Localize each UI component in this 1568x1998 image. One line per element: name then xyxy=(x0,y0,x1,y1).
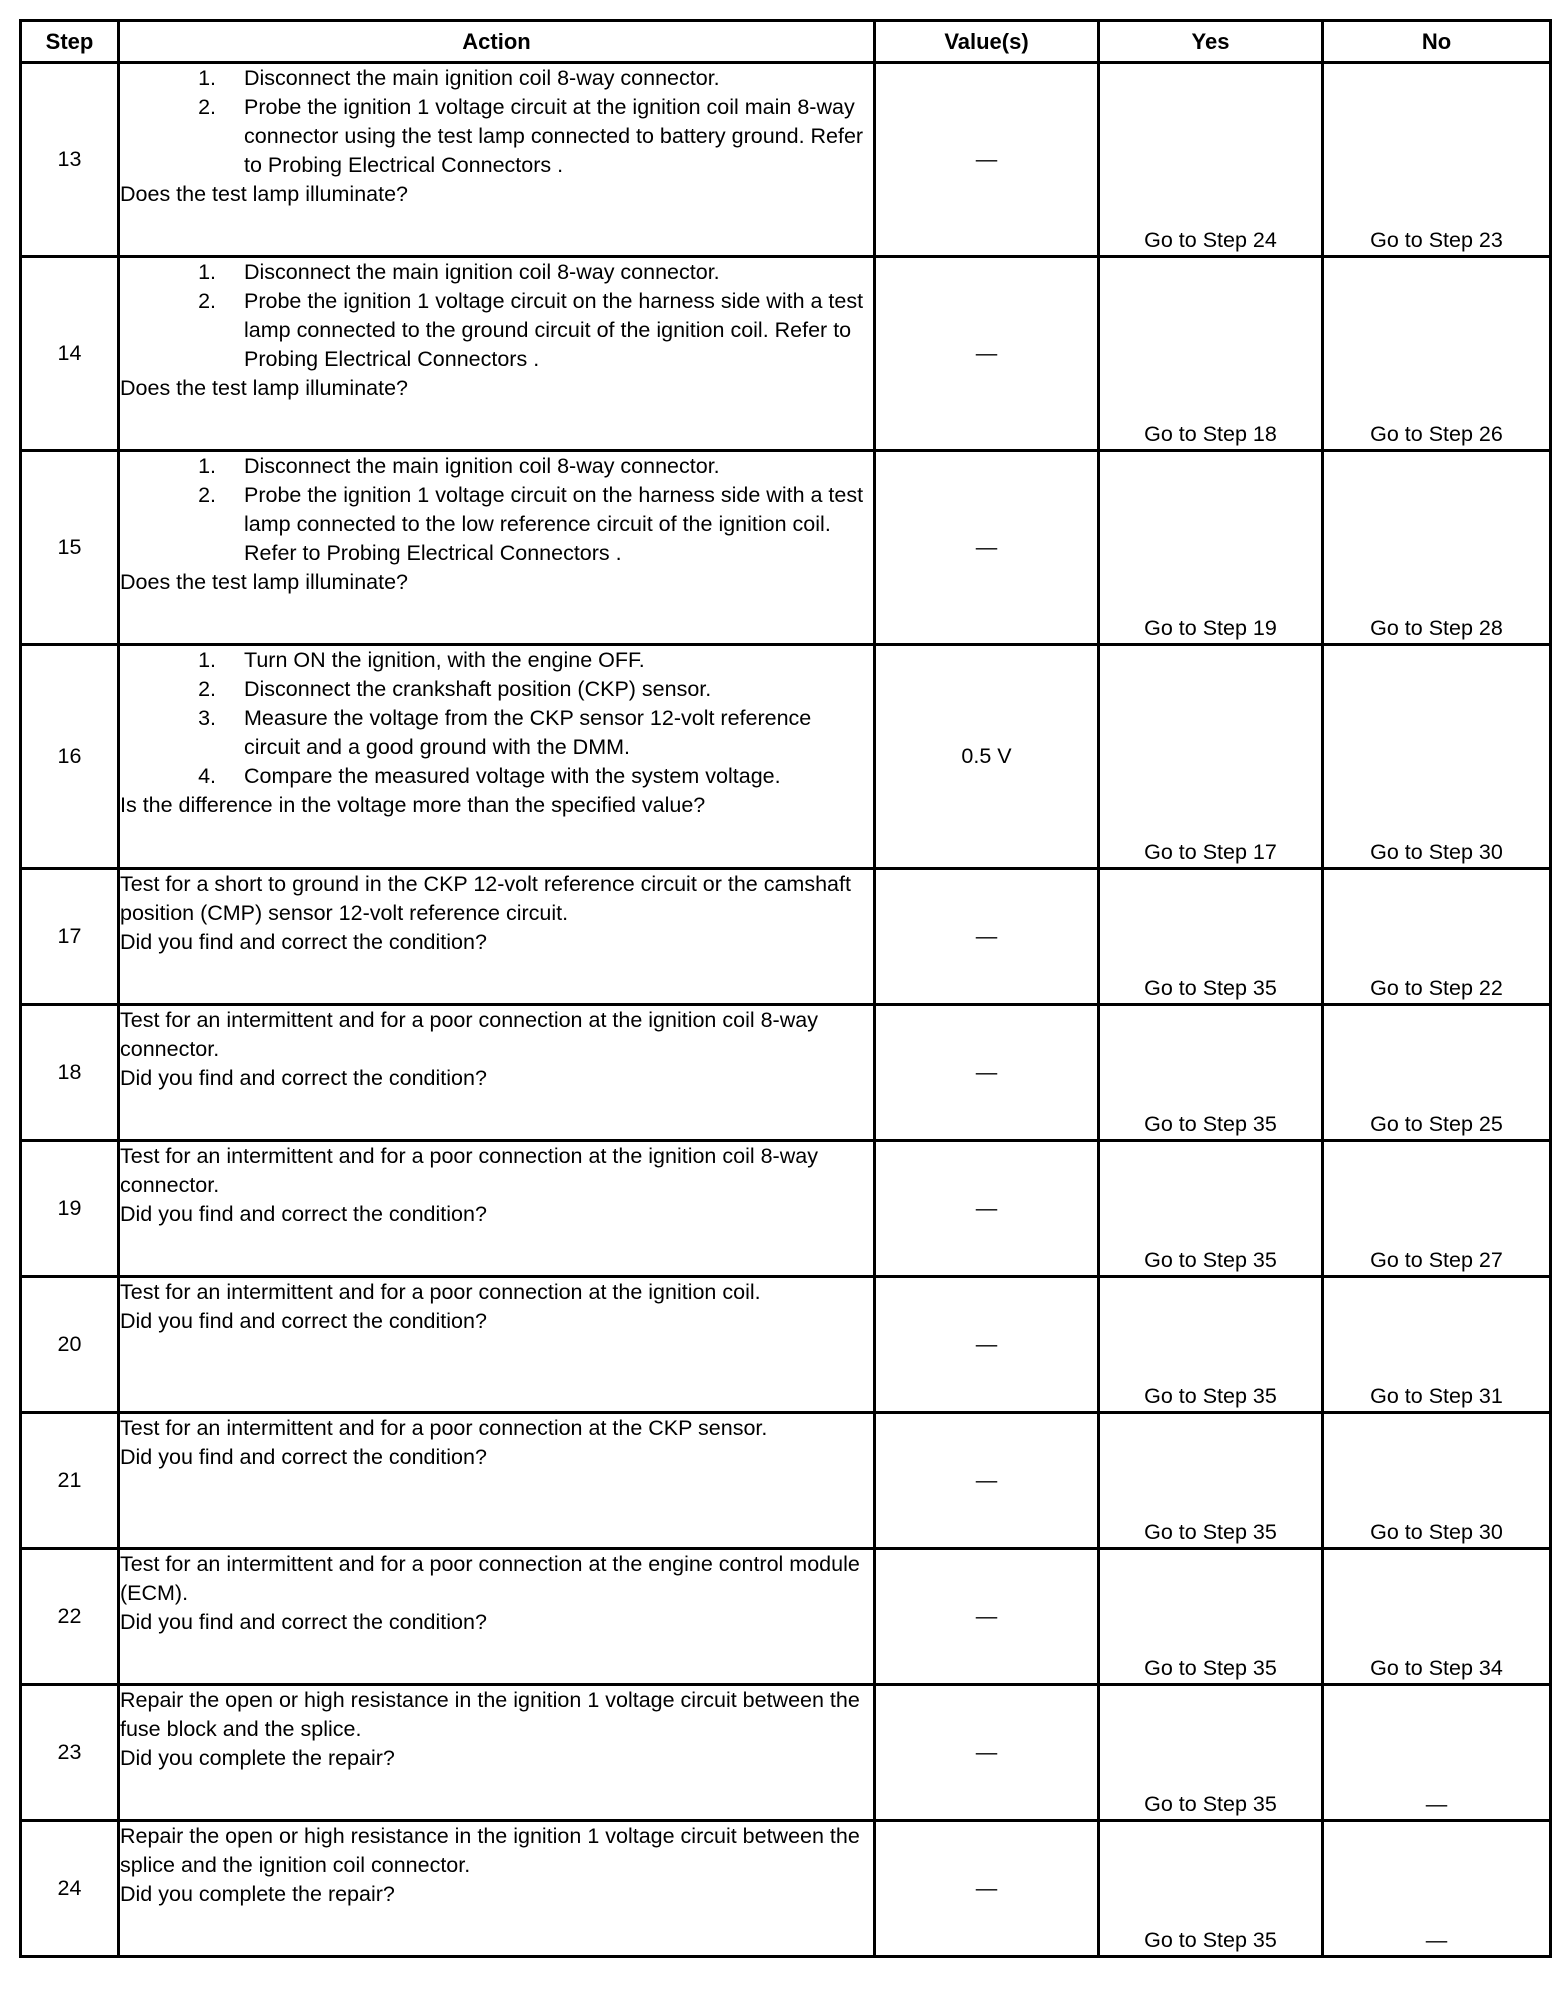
yes-outcome: Go to Step 35 xyxy=(1099,1821,1323,1957)
action-cell xyxy=(119,1141,875,1277)
action-question: Did you find and correct the condition? xyxy=(120,1445,487,1469)
table-row xyxy=(21,1685,1551,1821)
action-text: Test for an intermittent and for a poor connection at the ignition coil 8-way connector. xyxy=(120,1144,818,1197)
step-number: 14 xyxy=(21,257,119,451)
step-number: 17 xyxy=(21,869,119,1005)
action-list xyxy=(120,258,873,374)
step-number: 23 xyxy=(21,1685,119,1821)
yes-outcome: Go to Step 18 xyxy=(1099,257,1323,451)
action-text: Test for an intermittent and for a poor connection at the engine control module (ECM). xyxy=(120,1552,860,1605)
action-cell xyxy=(119,1005,875,1141)
step-number: 22 xyxy=(21,1549,119,1685)
value-cell: — xyxy=(875,869,1099,1005)
value-cell: — xyxy=(875,1549,1099,1685)
action-question: Does the test lamp illuminate? xyxy=(120,182,409,206)
action-cell xyxy=(119,63,875,257)
value-cell: — xyxy=(875,1821,1099,1957)
value-cell: — xyxy=(875,63,1099,257)
action-question: Did you complete the repair? xyxy=(120,1746,395,1770)
action-list xyxy=(120,646,873,791)
action-question: Did you find and correct the condition? xyxy=(120,1610,487,1634)
value-cell: — xyxy=(875,1277,1099,1413)
step-number: 21 xyxy=(21,1413,119,1549)
action-item: 1. Turn ON the ignition, with the engine OFF. xyxy=(222,646,873,675)
action-text: Test for a short to ground in the CKP 12-volt reference circuit or the camshaft position (CMP) sensor 12-volt reference circuit. xyxy=(120,872,851,925)
value-cell: — xyxy=(875,1413,1099,1549)
yes-outcome: Go to Step 35 xyxy=(1099,1005,1323,1141)
action-question: Does the test lamp illuminate? xyxy=(120,570,409,594)
no-outcome: — xyxy=(1323,1821,1551,1957)
step-number: 15 xyxy=(21,451,119,645)
action-item: 1. Disconnect the main ignition coil 8-way connector. xyxy=(222,452,873,481)
step-number: 13 xyxy=(21,63,119,257)
table-row xyxy=(21,451,1551,645)
table-row xyxy=(21,1549,1551,1685)
no-outcome: Go to Step 30 xyxy=(1323,645,1551,869)
step-number: 20 xyxy=(21,1277,119,1413)
no-outcome: — xyxy=(1323,1685,1551,1821)
action-item: 4. Compare the measured voltage with the system voltage. xyxy=(222,762,873,791)
table-row xyxy=(21,257,1551,451)
action-item: 2. Probe the ignition 1 voltage circuit on the harness side with a test lamp connected to the ground circuit of the ignition coil. Refer to Probing Electrical Connectors . xyxy=(222,287,873,374)
action-cell xyxy=(119,1549,875,1685)
header-no: No xyxy=(1323,21,1551,63)
table-row xyxy=(21,1005,1551,1141)
yes-outcome: Go to Step 35 xyxy=(1099,1413,1323,1549)
action-cell xyxy=(119,1277,875,1413)
action-item: 2. Probe the ignition 1 voltage circuit on the harness side with a test lamp connected to the low reference circuit of the ignition coil. Refer to Probing Electrical Connectors . xyxy=(222,481,873,568)
diagnostic-steps-table xyxy=(19,19,1552,1958)
yes-outcome: Go to Step 35 xyxy=(1099,1277,1323,1413)
value-cell: — xyxy=(875,1141,1099,1277)
no-outcome: Go to Step 31 xyxy=(1323,1277,1551,1413)
no-outcome: Go to Step 22 xyxy=(1323,869,1551,1005)
action-list xyxy=(120,64,873,180)
value-cell: — xyxy=(875,257,1099,451)
action-text: Repair the open or high resistance in the ignition 1 voltage circuit between the fuse block and the splice. xyxy=(120,1688,860,1741)
action-cell xyxy=(119,1821,875,1957)
table-row xyxy=(21,1277,1551,1413)
header-action: Action xyxy=(119,21,875,63)
no-outcome: Go to Step 34 xyxy=(1323,1549,1551,1685)
action-text: Repair the open or high resistance in the ignition 1 voltage circuit between the splice and the ignition coil connector. xyxy=(120,1824,860,1877)
header-yes: Yes xyxy=(1099,21,1323,63)
table-row xyxy=(21,645,1551,869)
no-outcome: Go to Step 28 xyxy=(1323,451,1551,645)
yes-outcome: Go to Step 35 xyxy=(1099,1685,1323,1821)
step-number: 24 xyxy=(21,1821,119,1957)
action-question: Did you find and correct the condition? xyxy=(120,1309,487,1333)
action-question: Did you find and correct the condition? xyxy=(120,1066,487,1090)
action-item: 3. Measure the voltage from the CKP sensor 12-volt reference circuit and a good ground with the DMM. xyxy=(222,704,873,762)
action-text: Test for an intermittent and for a poor connection at the ignition coil 8-way connector. xyxy=(120,1008,818,1061)
action-text: Test for an intermittent and for a poor connection at the ignition coil. xyxy=(120,1280,761,1304)
action-cell xyxy=(119,451,875,645)
action-cell xyxy=(119,257,875,451)
yes-outcome: Go to Step 35 xyxy=(1099,1141,1323,1277)
table-row xyxy=(21,1141,1551,1277)
action-question: Does the test lamp illuminate? xyxy=(120,376,409,400)
value-cell: — xyxy=(875,451,1099,645)
yes-outcome: Go to Step 35 xyxy=(1099,1549,1323,1685)
value-cell: — xyxy=(875,1005,1099,1141)
table-row xyxy=(21,869,1551,1005)
no-outcome: Go to Step 27 xyxy=(1323,1141,1551,1277)
table-row xyxy=(21,1413,1551,1549)
action-item: 1. Disconnect the main ignition coil 8-way connector. xyxy=(222,64,873,93)
no-outcome: Go to Step 23 xyxy=(1323,63,1551,257)
table-row xyxy=(21,1821,1551,1957)
header-row xyxy=(21,21,1551,63)
yes-outcome: Go to Step 35 xyxy=(1099,869,1323,1005)
action-question: Did you complete the repair? xyxy=(120,1882,395,1906)
table-row xyxy=(21,63,1551,257)
action-question: Did you find and correct the condition? xyxy=(120,930,487,954)
value-cell: 0.5 V xyxy=(875,645,1099,869)
action-question: Did you find and correct the condition? xyxy=(120,1202,487,1226)
action-cell xyxy=(119,1413,875,1549)
yes-outcome: Go to Step 17 xyxy=(1099,645,1323,869)
step-number: 18 xyxy=(21,1005,119,1141)
action-cell xyxy=(119,645,875,869)
action-cell xyxy=(119,1685,875,1821)
action-list xyxy=(120,452,873,568)
action-cell xyxy=(119,869,875,1005)
no-outcome: Go to Step 26 xyxy=(1323,257,1551,451)
yes-outcome: Go to Step 24 xyxy=(1099,63,1323,257)
action-text: Test for an intermittent and for a poor connection at the CKP sensor. xyxy=(120,1416,768,1440)
header-step: Step xyxy=(21,21,119,63)
action-question: Is the difference in the voltage more than the specified value? xyxy=(120,793,706,817)
no-outcome: Go to Step 30 xyxy=(1323,1413,1551,1549)
action-item: 2. Disconnect the crankshaft position (CKP) sensor. xyxy=(222,675,873,704)
yes-outcome: Go to Step 19 xyxy=(1099,451,1323,645)
no-outcome: Go to Step 25 xyxy=(1323,1005,1551,1141)
value-cell: — xyxy=(875,1685,1099,1821)
step-number: 19 xyxy=(21,1141,119,1277)
action-item: 1. Disconnect the main ignition coil 8-way connector. xyxy=(222,258,873,287)
step-number: 16 xyxy=(21,645,119,869)
header-values: Value(s) xyxy=(875,21,1099,63)
action-item: 2. Probe the ignition 1 voltage circuit at the ignition coil main 8-way connector using the test lamp connected to battery ground. Refer to Probing Electrical Connectors . xyxy=(222,93,873,180)
